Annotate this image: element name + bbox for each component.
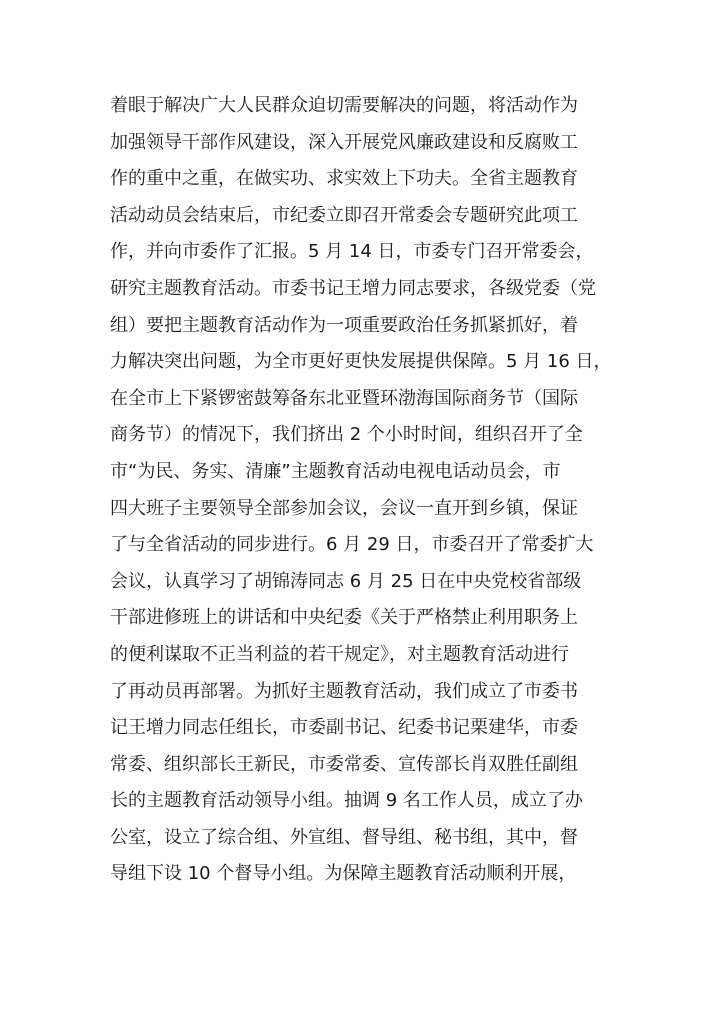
text-line: 组）要把主题教育活动作为一项重要政治任务抓紧抓好，着 xyxy=(110,314,578,336)
text-line: 干部进修班上的讲话和中央纪委《关于严格禁止利用职务上 xyxy=(110,607,578,629)
text-line: 作，并向市委作了汇报。5 月 14 日，市委专门召开常委会， xyxy=(110,241,594,263)
text-line: 了再动员再部署。为抓好主题教育活动，我们成立了市委书 xyxy=(110,680,578,702)
text-line: 的便利谋取不正当利益的若干规定》，对主题教育活动进行 xyxy=(110,643,569,665)
text-line: 活动动员会结束后，市纪委立即召开常委会专题研究此项工 xyxy=(110,204,578,226)
text-line: 了与全省活动的同步进行。6 月 29 日，市委召开了常委扩大 xyxy=(110,534,594,556)
text-line: 着眼于解决广大人民群众迫切需要解决的问题，将活动作为 xyxy=(110,95,578,116)
text-line: 导组下设 10 个督导小组。为保障主题教育活动顺利开展， xyxy=(110,863,577,885)
text-line: 加强领导干部作风建设，深入开展党风廉政建设和反腐败工 xyxy=(110,131,578,153)
text-line: 研究主题教育活动。市委书记王增力同志要求，各级党委（党 xyxy=(110,277,596,299)
text-line: 作的重中之重，在做实功、求实效上下功夫。全省主题教育 xyxy=(110,168,578,190)
text-line: 四大班子主要领导全部参加会议，会议一直开到乡镇，保证 xyxy=(110,497,578,519)
body-text xyxy=(110,88,620,893)
text-line: 记王增力同志任组长，市委副书记、纪委书记栗建华，市委 xyxy=(110,717,578,739)
text-line: 商务节）的情况下，我们挤出 2 个小时时间，组织召开了全 xyxy=(110,424,583,446)
text-line: 长的主题教育活动领导小组。抽调 9 名工作人员，成立了办 xyxy=(110,790,583,812)
text-line: 市“为民、务实、清廉”主题教育活动电视电话动员会，市 xyxy=(110,460,561,482)
text-line: 在全市上下紧锣密鼓筹备东北亚暨环渤海国际商务节（国际 xyxy=(110,387,578,409)
text-line: 公室，设立了综合组、外宣组、督导组、秘书组，其中，督 xyxy=(110,826,578,848)
text-line: 力解决突出问题，为全市更好更快发展提供保障。5 月 16 日， xyxy=(110,351,612,373)
text-line: 会议，认真学习了胡锦涛同志 6 月 25 日在中央党校省部级 xyxy=(110,570,582,592)
text-line: 常委、组织部长王新民，市委常委、宣传部长肖双胜任副组 xyxy=(110,753,578,775)
